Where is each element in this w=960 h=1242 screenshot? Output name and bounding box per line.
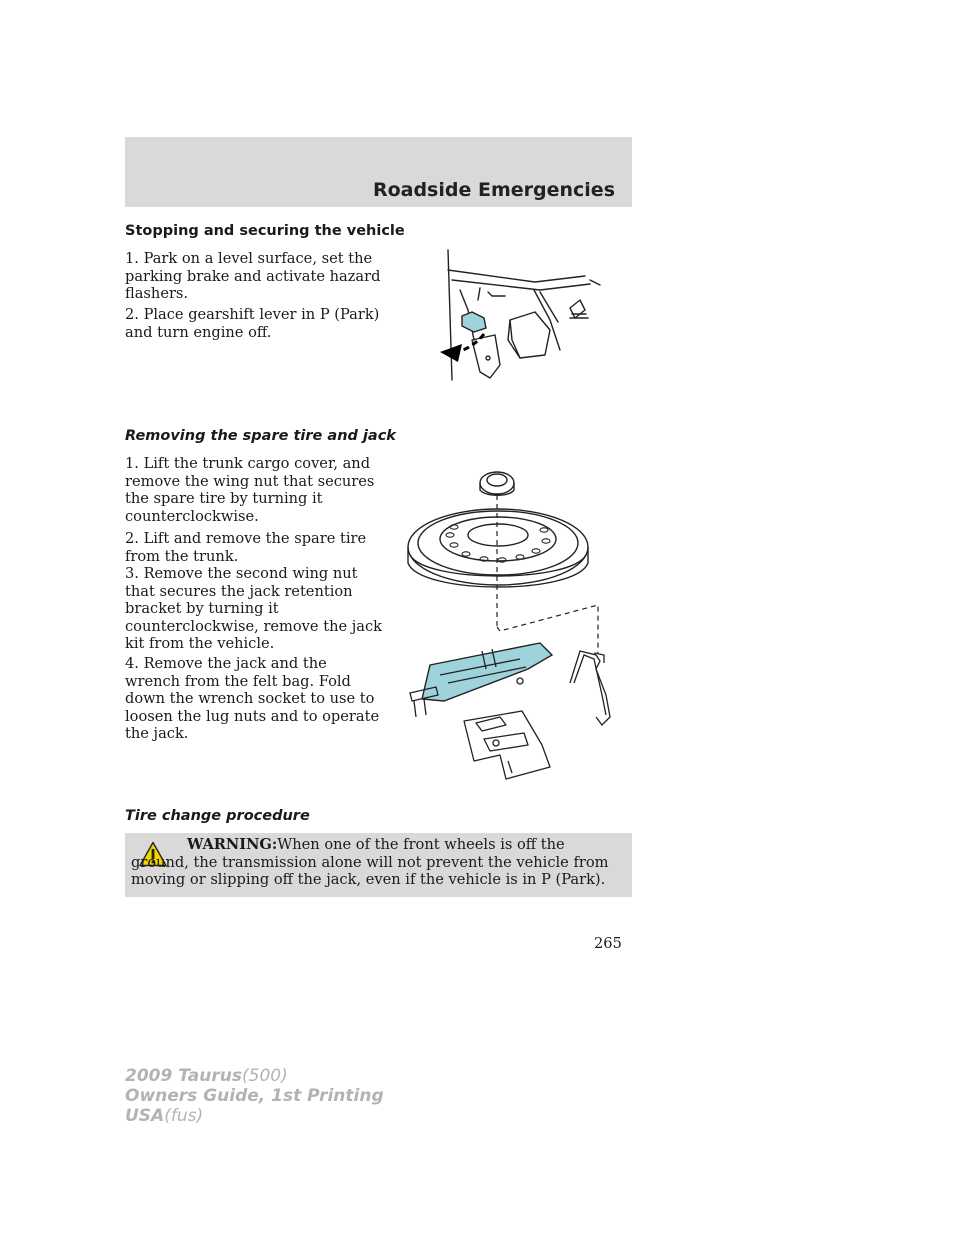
footer [125,1066,384,1126]
step-text: 2. Place gearshift lever in P (Park) and turn engine off. [125,306,380,341]
footer-guide: Owners Guide, 1st Printing [125,1086,384,1106]
section-heading-tire-change: Tire change procedure [125,808,310,824]
footer-region-code: (fus) [164,1106,204,1126]
step-text: 4. Remove the jack and the wrench from the felt bag. Fold down the wrench socket to use to loosen the lug nuts and to operate the jack. [125,655,380,743]
section-heading-stopping: Stopping and securing the vehicle [125,223,405,239]
warning-text: When one of the front wheels is off the ground, the transmission alone will not prevent the vehicle from moving or slipping off the jack, even if the vehicle is in P (Park). [131,836,609,889]
page-header-title: Roadside Emergencies [372,179,615,201]
footer-model: 2009 Taurus [125,1066,242,1086]
footer-code: (500) [242,1066,288,1086]
page-number: 265 [594,935,622,952]
step-text: 3. Remove the second wing nut that secures the jack retention bracket by turning it counterclockwise, remove the jack kit from the vehicle. [125,565,382,653]
warning-paragraph [131,836,623,889]
section-heading-removing-spare: Removing the spare tire and jack [125,428,396,444]
step-text: 1. Park on a level surface, set the parking brake and activate hazard flashers. [125,250,381,303]
gearshift-pedals-illustration [400,240,630,385]
header-band [125,137,632,207]
footer-region: USA [125,1106,165,1126]
step-text: 1. Lift the trunk cargo cover, and remove the wing nut that secures the spare tire by turning it counterclockwise. [125,455,375,525]
step-text: 2. Lift and remove the spare tire from the trunk. [125,530,367,565]
warning-box [125,833,632,897]
warning-label: WARNING: [187,836,278,853]
spare-tire-jack-illustration [400,455,630,785]
